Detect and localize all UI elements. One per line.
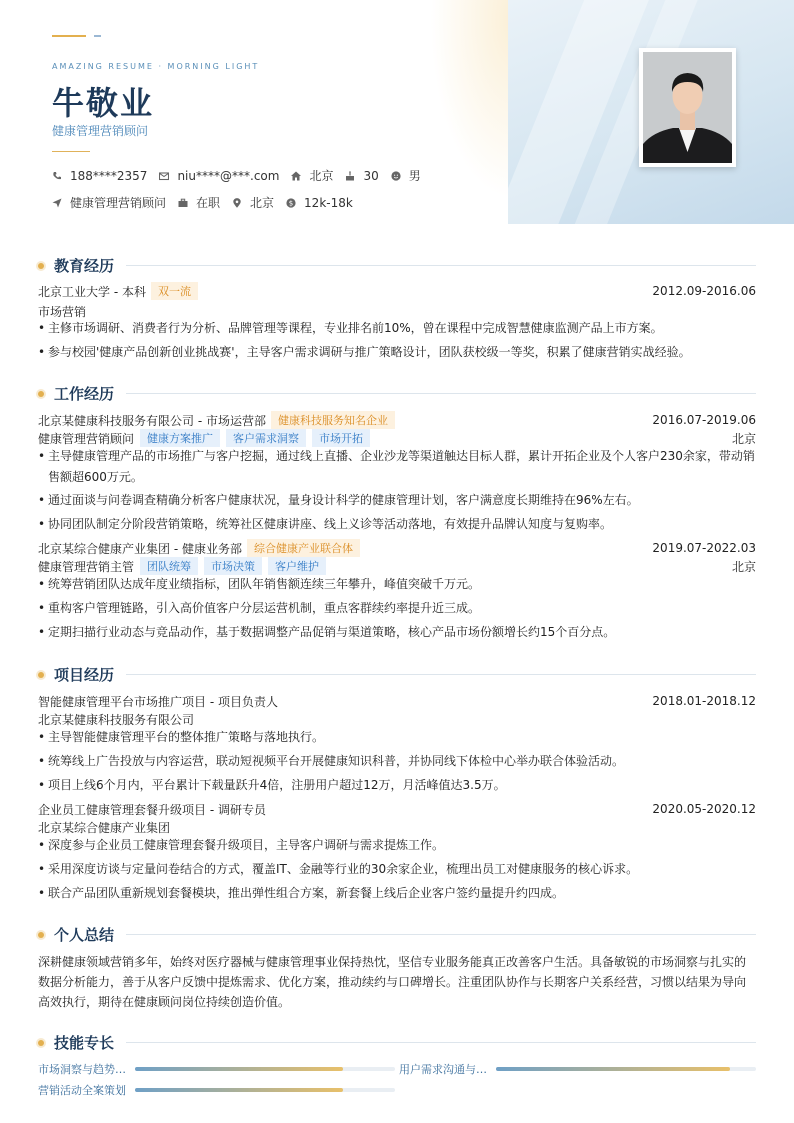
work-bullet: • 通过面谈与问卷调查精确分析客户健康状况，量身设计科学的健康管理计划，客户满意度长期维持在96%左右。 [38, 490, 756, 511]
project-org: 北京某综合健康产业集团 [38, 821, 171, 835]
work-bullet: • 重构客户管理链路，引入高价值客户分层运营机制，重点客群续约率提升近三成。 [38, 598, 756, 619]
section-divider [126, 674, 756, 675]
user-circle-icon [391, 171, 401, 181]
location-text: 北京 [309, 169, 334, 183]
phone-item [52, 169, 147, 183]
svg-text:$: $ [288, 199, 294, 208]
decorative-line-blue [94, 35, 101, 37]
work-bullet: • 定期扫描行业动态与竞品动作，基于数据调整产品促销与渠道策略，核心产品市场份额增长约15个百分点。 [38, 622, 756, 643]
contact-row [52, 167, 433, 184]
status-text: 在职 [196, 196, 221, 210]
skill-item [399, 1061, 756, 1077]
section-title: 技能专长 [54, 1034, 115, 1052]
work-entry-header [38, 539, 756, 557]
project-name: 智能健康管理平台市场推广项目 - 项目负责人 [38, 694, 278, 709]
work-period: 2016.07-2019.06 [652, 413, 756, 427]
skill-bar-track [135, 1067, 395, 1071]
project-org: 北京某健康科技服务有限公司 [38, 713, 195, 727]
skill-tag: 市场开拓 [312, 429, 370, 447]
section-dot [38, 672, 44, 678]
status-item [178, 194, 220, 211]
cake-icon [345, 171, 355, 181]
skill-tag: 市场决策 [204, 557, 262, 575]
skill-name: 营销活动全案策划 [38, 1084, 126, 1097]
briefcase-icon [178, 198, 188, 208]
profile-photo-frame [639, 48, 736, 167]
work-role-row [38, 557, 756, 575]
skill-bar-fill [135, 1067, 343, 1071]
location-item [291, 167, 333, 184]
target-city-text: 北京 [250, 196, 275, 210]
skill-tag: 健康方案推广 [140, 429, 220, 447]
skill-item [38, 1061, 395, 1077]
summary-section-header [38, 924, 756, 945]
work-entry-header [38, 411, 756, 429]
skill-name: 市场洞察与趋势… [38, 1063, 126, 1076]
gender-text: 男 [408, 169, 421, 183]
salary-item [286, 196, 353, 210]
brand-label: AMAZING RESUME · MORNING LIGHT [52, 62, 260, 71]
portrait-illustration [643, 52, 732, 163]
skill-bar-track [135, 1088, 395, 1092]
age-item [345, 169, 378, 183]
projects-section-header [38, 664, 756, 685]
section-divider [126, 1042, 756, 1043]
work-bullet: • 协同团队制定分阶段营销策略，统筹社区健康讲座、线上义诊等活动落地，有效提升品牌认知度与复购率。 [38, 514, 756, 535]
work-period: 2019.07-2022.03 [652, 541, 756, 555]
section-title: 项目经历 [54, 666, 115, 684]
project-period: 2018.01-2018.12 [652, 694, 756, 708]
age-text: 30 [363, 168, 379, 183]
skill-tag: 客户维护 [268, 557, 326, 575]
major: 市场营销 [38, 305, 87, 319]
decorative-line-gold [52, 35, 86, 37]
education-entry-header [38, 282, 756, 300]
send-icon [52, 198, 62, 208]
phone-text: 188****2357 [70, 168, 148, 183]
project-bullet: • 采用深度访谈与定量问卷结合的方式，覆盖IT、金融等行业的30余家企业，梳理出员工对健康服务的核心诉求。 [38, 859, 756, 880]
education-bullet: • 参与校园'健康产品创新创业挑战赛'，主导客户需求调研与推广策略设计，团队获校级一等奖，积累了健康营销实战经验。 [38, 342, 756, 363]
project-name: 企业员工健康管理套餐升级项目 - 调研专员 [38, 802, 266, 817]
project-bullet: • 项目上线6个月内，平台累计下载量跃升4倍，注册用户超过12万，月活峰值达3.5万。 [38, 775, 756, 796]
school-tag: 双一流 [151, 282, 198, 300]
work-section-header [38, 383, 756, 404]
summary-text: 深耕健康领域营销多年，始终对医疗器械与健康管理事业保持热忱，坚信专业服务能真正改善客户生活。具备敏锐的市场洞察与扎实的数据分析能力，善于从客户反馈中提炼需求、优化方案，推动续约与口碑增长。注重团队协作与长期客户关系经营，习惯以结果为导向高效执行，期待在健康顾问岗位持续创造价值。 [38, 955, 747, 1009]
section-title: 工作经历 [54, 385, 115, 403]
work-bullet: • 统筹营销团队达成年度业绩指标，团队年销售额连续三年攀升，峰值突破千万元。 [38, 574, 756, 595]
skill-item [38, 1082, 395, 1098]
section-title: 个人总结 [54, 926, 115, 944]
section-dot [38, 263, 44, 269]
section-dot [38, 932, 44, 938]
skill-name: 用户需求沟通与… [399, 1063, 487, 1076]
work-city: 北京 [731, 431, 756, 446]
education-bullet: • 主修市场调研、消费者行为分析、品牌管理等课程，专业排名前10%，曾在课程中完成智慧健康监测产品上市方案。 [38, 318, 756, 339]
gender-item [391, 167, 421, 184]
role-name: 健康管理营销主管 [38, 559, 135, 574]
phone-icon [52, 171, 62, 181]
target-job-item [52, 194, 166, 211]
job-title: 健康管理营销顾问 [52, 124, 149, 138]
profile-photo [643, 52, 732, 163]
job-intent-row [52, 194, 365, 211]
role-name: 健康管理营销顾问 [38, 431, 135, 446]
education-section-header [38, 255, 756, 276]
candidate-name: 牛敬业 [52, 84, 155, 122]
section-title: 教育经历 [54, 257, 115, 275]
section-dot [38, 1040, 44, 1046]
mail-icon [159, 171, 169, 181]
work-role-row [38, 429, 756, 447]
project-bullet: • 联合产品团队重新规划套餐模块，推出弹性组合方案，新套餐上线后企业客户签约量提升约四成。 [38, 883, 756, 904]
company-tag: 综合健康产业联合体 [247, 539, 360, 557]
section-divider [126, 393, 756, 394]
email-text: niu****@***.com [177, 168, 280, 183]
project-bullet: • 统筹线上广告投放与内容运营，联动短视频平台开展健康知识科普，并协同线下体检中心举办联合体验活动。 [38, 751, 756, 772]
school-name: 北京工业大学 - 本科 [38, 284, 146, 299]
skill-tag: 客户需求洞察 [226, 429, 306, 447]
education-period: 2012.09-2016.06 [652, 284, 756, 298]
skill-tag: 团队统筹 [140, 557, 198, 575]
home-icon [291, 171, 301, 181]
project-entry-header [38, 692, 756, 710]
skill-bar-track [496, 1067, 756, 1071]
section-divider [126, 265, 756, 266]
skills-section-header [38, 1032, 756, 1053]
project-bullet: • 主导智能健康管理平台的整体推广策略与落地执行。 [38, 727, 756, 748]
section-dot [38, 391, 44, 397]
work-city: 北京 [731, 559, 756, 574]
work-bullet: • 主导健康管理产品的市场推广与客户挖掘，通过线上直播、企业沙龙等渠道触达目标人群，累计开拓企业及个人客户230余家，带动销售额超600万元。 [38, 446, 756, 488]
target-city-item [232, 194, 274, 211]
target-job-text: 健康管理营销顾问 [70, 196, 167, 210]
email-item [159, 169, 279, 183]
company-name: 北京某健康科技服务有限公司 - 市场运营部 [38, 413, 266, 428]
company-tag: 健康科技服务知名企业 [271, 411, 395, 429]
skill-bar-fill [135, 1088, 343, 1092]
section-divider [126, 934, 756, 935]
skill-bar-fill [496, 1067, 730, 1071]
salary-text: 12k-18k [304, 195, 353, 210]
map-pin-icon [232, 198, 242, 208]
money-icon [286, 198, 296, 208]
project-entry-header [38, 800, 756, 818]
project-bullet: • 深度参与企业员工健康管理套餐升级项目，主导客户调研与需求提炼工作。 [38, 835, 756, 856]
company-name: 北京某综合健康产业集团 - 健康业务部 [38, 541, 242, 556]
title-divider [52, 151, 90, 152]
project-period: 2020.05-2020.12 [652, 802, 756, 816]
